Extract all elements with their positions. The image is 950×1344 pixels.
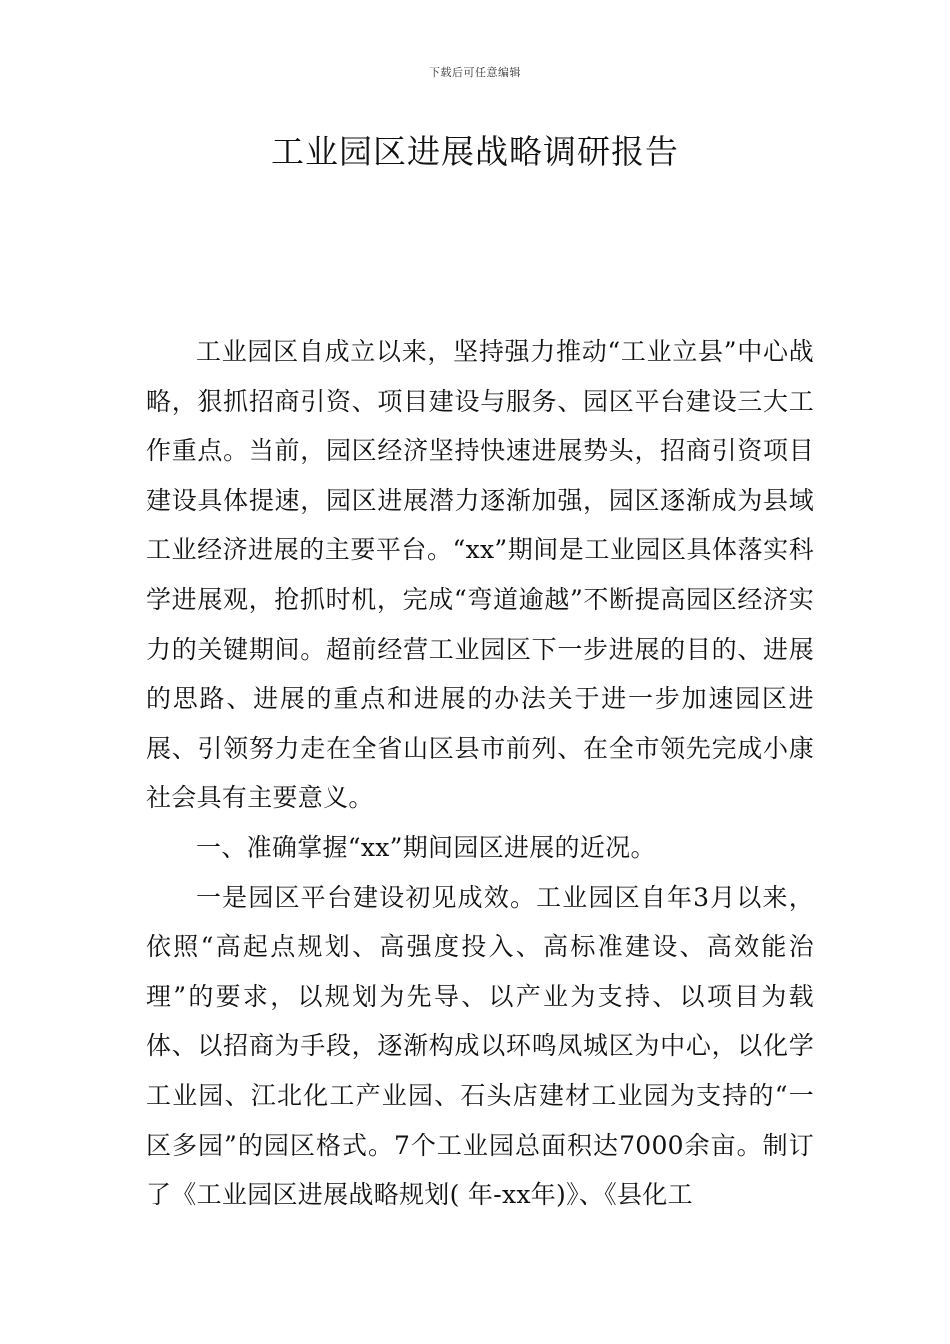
document-body bbox=[146, 327, 814, 1220]
paragraph-platform-construction: 一是园区平台建设初见成效。工业园区自年3月以来，依照“高起点规划、高强度投入、高标准建设、高效能治理”的要求，以规划为先导、以产业为支持、以项目为载体、以招商为手段，逐渐构成以环鸣凤城区为中心，以化学工业园、江北化工产业园、石头店建材工业园为支持的“一区多园”的园区格式。7个工业园总面积达7000余亩。制订了《工业园区进展战略规划( 年-xx年)》、《县化工 bbox=[146, 882, 814, 1210]
header-note: 下载后可任意编辑 bbox=[429, 66, 521, 79]
paragraph-intro: 工业园区自成立以来，坚持强力推动“工业立县”中心战略，狠抓招商引资、项目建设与服务、园区平台建设三大工作重点。当前，园区经济坚持快速进展势头，招商引资项目建设具体提速，园区进展潜力逐渐加强，园区逐渐成为县域工业经济进展的主要平台。“xx”期间是工业园区具体落实科学进展观，抢抓时机，完成“弯道逾越”不断提高园区经济实力的关键期间。超前经营工业园区下一步进展的目的、进展的思路、进展的重点和进展的办法关于进一步加速园区进展、引领努力走在全省山区县市前列、在全市领先完成小康社会具有主要意义。 bbox=[146, 337, 814, 813]
paragraph-section-heading: 一、准确掌握“xx”期间园区进展的近况。 bbox=[196, 832, 656, 862]
document-title: 工业园区进展战略调研报告 bbox=[271, 132, 679, 171]
